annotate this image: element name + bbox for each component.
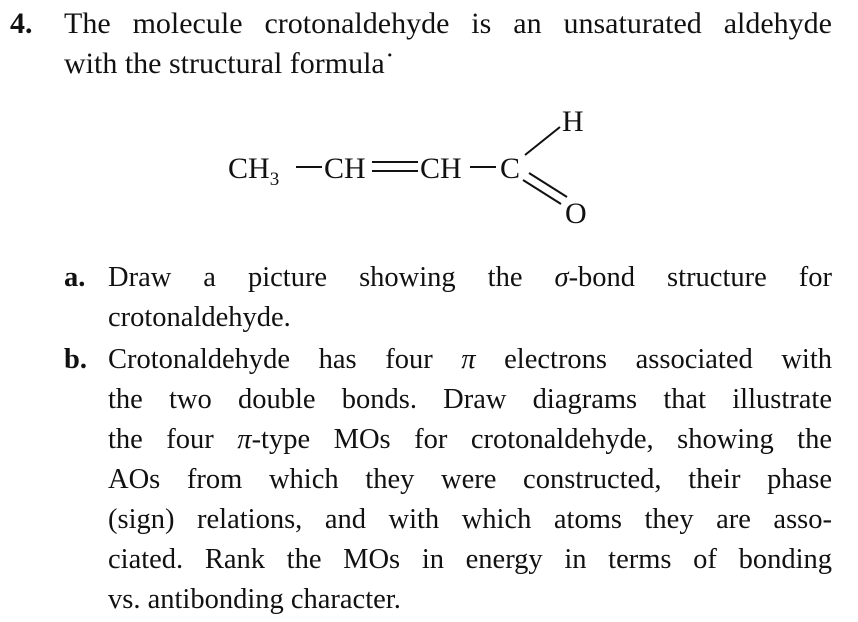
part-a-label: a. — [64, 262, 86, 293]
formula-carbonyl-carbon: C — [500, 152, 521, 185]
part-b-label: b. — [64, 344, 87, 375]
formula-oxygen: O — [565, 197, 587, 230]
part-a-line: Draw a picture showing the σ-bond structure for — [108, 262, 832, 293]
carbon-oxygen-double-bond — [523, 180, 561, 204]
part-b-line: the four π-type MOs for crotonaldehyde, showing the — [108, 424, 832, 455]
part-a-line: crotonaldehyde. — [108, 302, 291, 333]
part-b-line: the two double bonds. Draw diagrams that illustrate — [108, 384, 832, 415]
problem-statement-line: The molecule crotonaldehyde is an unsaturated aldehyde — [64, 7, 832, 40]
pi-symbol: π — [461, 344, 476, 375]
part-b-line: ciated. Rank the MOs in energy in terms of bonding — [108, 544, 832, 575]
sigma-symbol: σ — [554, 262, 569, 293]
pi-symbol: π — [237, 424, 252, 455]
part-b-line: vs. antibonding character. — [108, 584, 401, 615]
question-part-b — [64, 340, 832, 620]
formula-ch-left: CH — [324, 152, 366, 185]
formula-ch-right: CH — [420, 152, 462, 185]
problem-number: 4. — [10, 7, 33, 40]
part-b-line: Crotonaldehyde has four π electrons associated with — [108, 344, 832, 375]
carbon-hydrogen-bond — [525, 127, 560, 155]
formula-ch3-group: $CH_3$ — [228, 152, 280, 190]
part-b-line: AOs from which they were constructed, their phase — [108, 464, 832, 495]
part-b-line: (sign) relations, and with which atoms they are asso- — [108, 504, 832, 535]
formula-hydrogen: H — [562, 105, 584, 138]
carbon-oxygen-double-bond — [529, 173, 567, 197]
problem-statement-line: with the structural formula˙ — [64, 47, 395, 80]
question-part-a — [64, 258, 832, 338]
